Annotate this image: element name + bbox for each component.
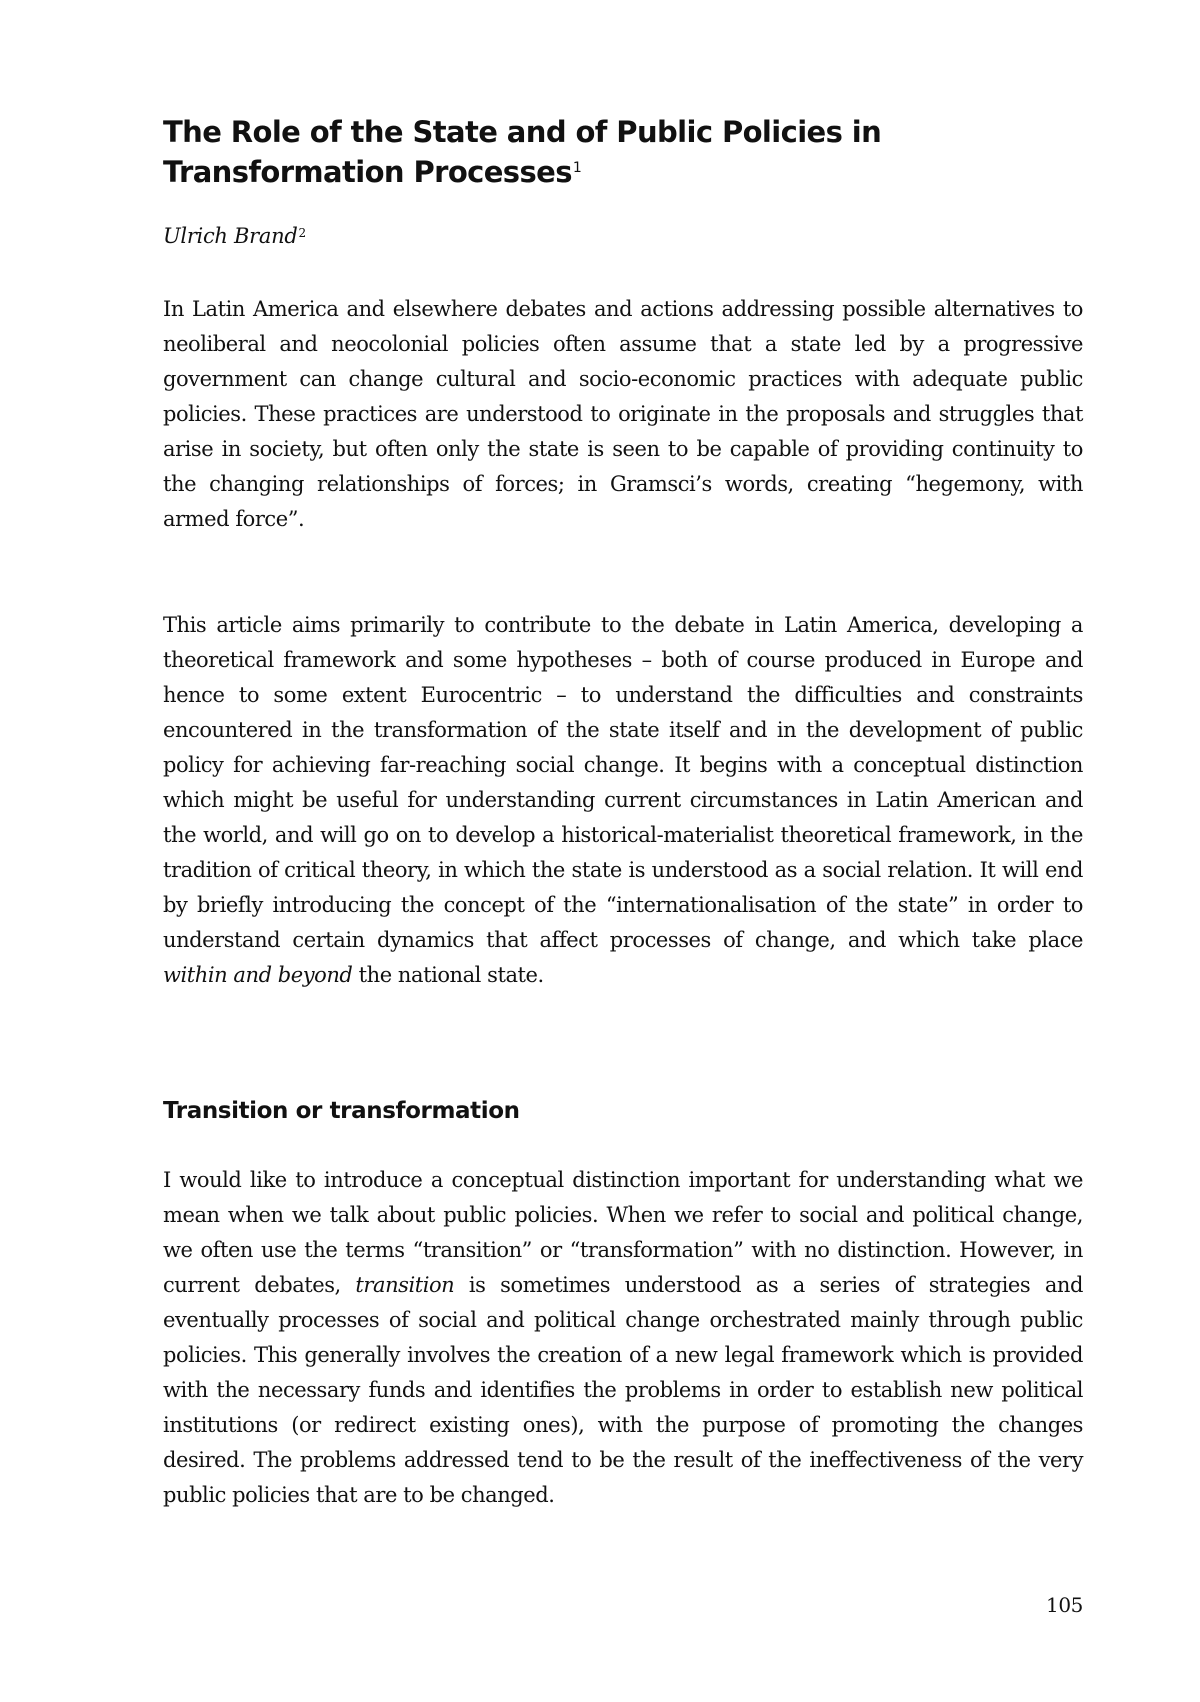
paragraph-transition-text-start: I would like to introduce a conceptual distinction important for understanding what we mean when we talk about public policies. When we refer to social and political change, we often use the terms “transition” or “transformation” with no distinction. However, in current debates, bbox=[163, 1168, 1083, 1297]
paragraph-aims-emphasis: within and beyond bbox=[163, 963, 353, 987]
paragraph-transition bbox=[163, 1163, 1083, 1513]
title-footnote-marker[interactable]: 1 bbox=[572, 160, 582, 176]
paragraph-aims-text-end: the national state. bbox=[352, 963, 544, 987]
author-line bbox=[163, 222, 306, 250]
author-name: Ulrich Brand bbox=[163, 224, 298, 248]
paragraph-intro: In Latin America and elsewhere debates and actions addressing possible alternatives to neoliberal and neocolonial policies often assume that a state led by a progressive government can change cultural and socio-economic practices with adequate public policies. These practices are understood to originate in the proposals and struggles that arise in society, but often only the state is seen to be capable of providing continuity to the changing relationships of forces; in Gramsci’s words, creating “hegemony, with armed force”. bbox=[163, 297, 1083, 531]
paragraph-aims bbox=[163, 608, 1083, 993]
paragraph-aims-text-start: This article aims primarily to contribute to the debate in Latin America, developing a theoretical framework and some hypotheses – both of course produced in Europe and hence to some extent Eurocentric – to understand the difficulties and constraints encountered in the transformation of the state itself and in the development of public policy for achieving far-reaching social change. It begins with a conceptual distinction which might be useful for understanding current circumstances in Latin American and the world, and will go on to develop a historical-materialist theoretical framework, in the tradition of critical theory, in which the state is understood as a social relation. It will end by briefly introducing the concept of the “internationalisation of the state” in order to understand certain dynamics that affect processes of change, and which take place bbox=[163, 613, 1083, 952]
author-footnote-marker[interactable]: 2 bbox=[298, 226, 306, 240]
article-title-text: The Role of the State and of Public Policies in Transformation Processes bbox=[163, 115, 882, 189]
paragraph-transition-emphasis: transition bbox=[355, 1273, 455, 1297]
paragraph-transition-text-end: is sometimes understood as a series of strategies and eventually processes of social and political change orchestrated mainly through public policies. This generally involves the creation of a new legal framework which is provided with the necessary funds and identifies the problems in order to establish new political institutions (or redirect existing ones), with the purpose of promoting the changes desired. The problems addressed tend to be the result of the ineffectiveness of the very public policies that are to be changed. bbox=[163, 1273, 1083, 1507]
section-heading: Transition or transformation bbox=[163, 1098, 520, 1124]
page-number: 105 bbox=[1046, 1593, 1083, 1617]
article-title bbox=[163, 112, 1083, 192]
